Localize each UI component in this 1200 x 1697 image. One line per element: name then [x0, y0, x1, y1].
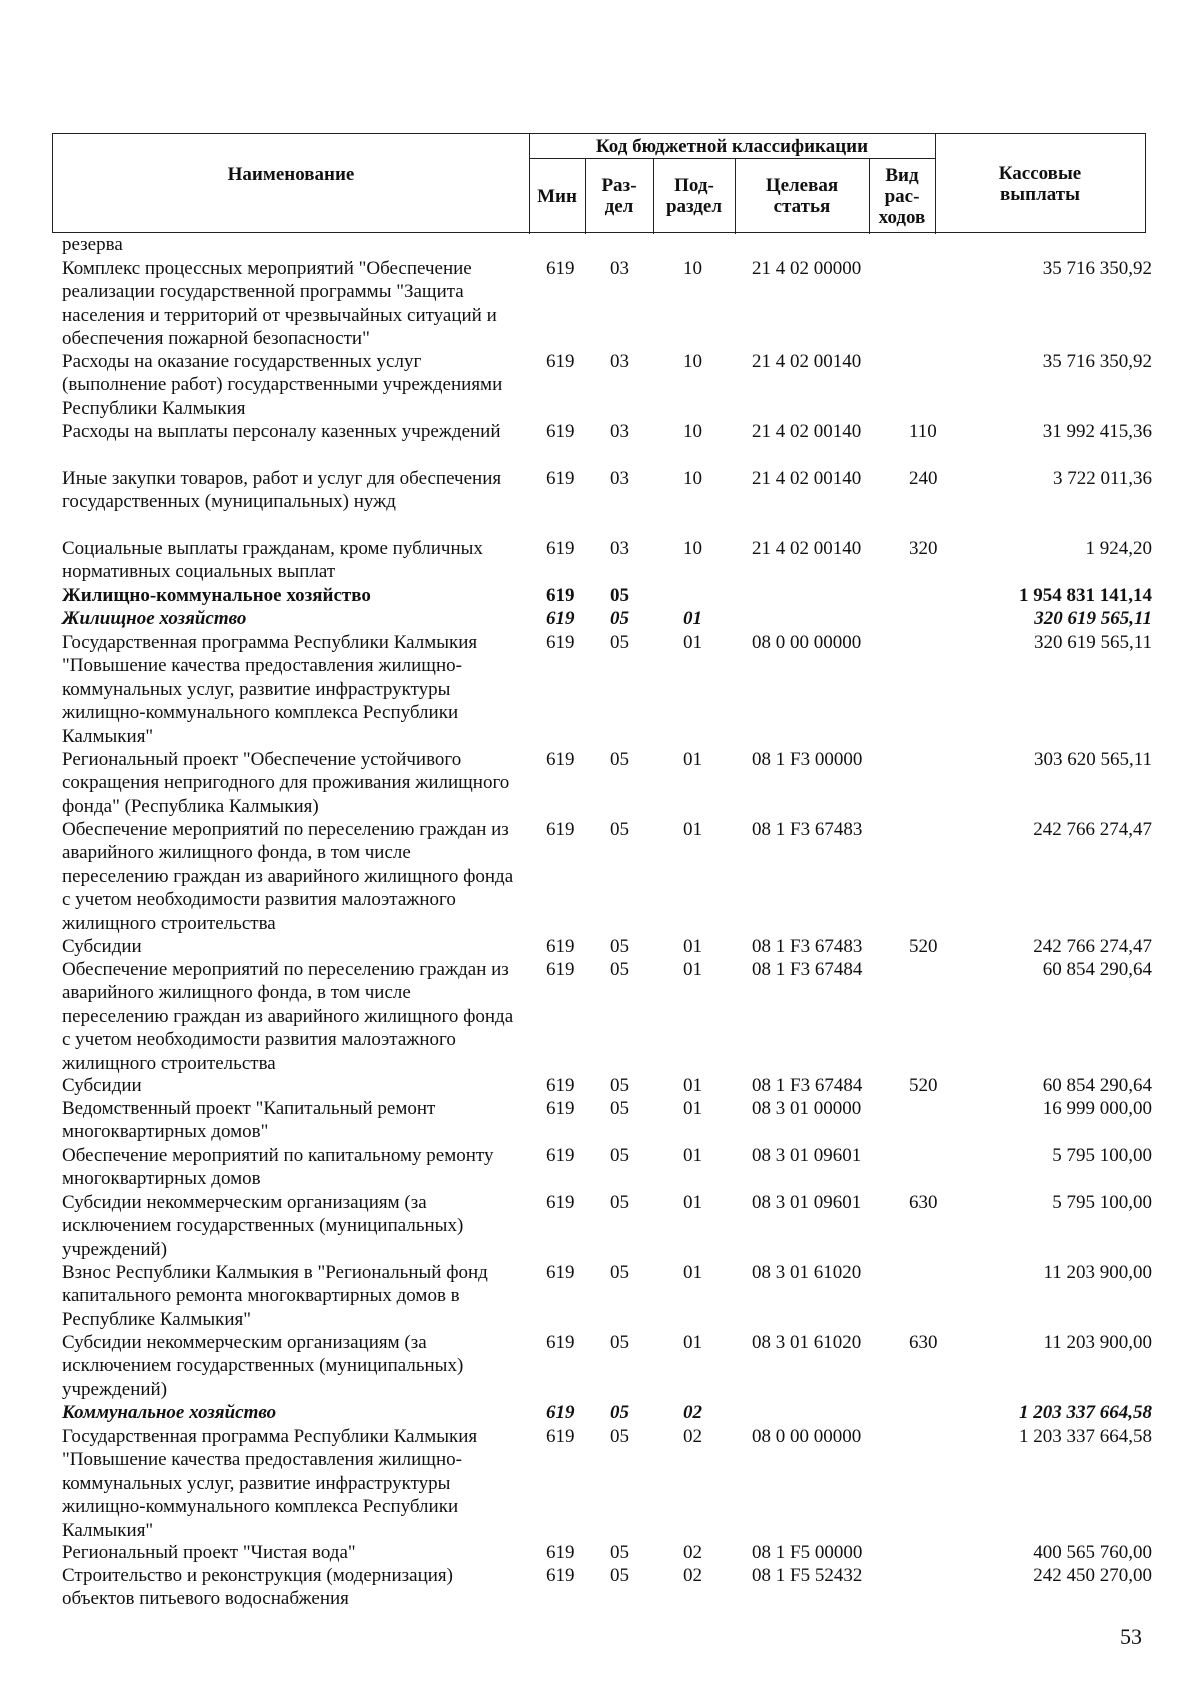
row-celevaya: 08 1 F5 52432 — [752, 1565, 863, 1586]
row-name: Субсидии некоммерческим организациям (за исключением государственных (муниципальных) учреждений) — [62, 1192, 464, 1260]
row-min: 619 — [546, 959, 575, 980]
header-code-group: Код бюджетной классификации — [595, 135, 869, 157]
row-podrazdel: 01 — [683, 1192, 702, 1213]
row-name: Расходы на оказание государственных услуг (выполнение работ) государственными учреждениями Республики Калмыкия — [62, 351, 503, 419]
row-podrazdel: 02 — [683, 1402, 702, 1423]
row-vid: 520 — [909, 936, 938, 957]
row-sum: 320 619 565,11 — [1034, 608, 1152, 629]
row-razdel: 05 — [610, 819, 629, 840]
row-razdel: 05 — [610, 749, 629, 770]
row-name: Взнос Республики Калмыкия в "Региональный фонд капитального ремонта многоквартирных домов в Республике Калмыкия" — [62, 1262, 488, 1330]
row-min: 619 — [546, 1075, 575, 1096]
row-min: 619 — [546, 608, 575, 629]
row-sum: 5 795 100,00 — [1052, 1145, 1152, 1166]
row-celevaya: 08 3 01 61020 — [752, 1332, 862, 1353]
row-name: Субсидии — [62, 936, 142, 957]
row-min: 619 — [546, 585, 575, 606]
row-sum: 60 854 290,64 — [1042, 1075, 1152, 1096]
row-name: Региональный проект "Обеспечение устойчивого сокращения непригодного для проживания жилищного фонда" (Республика Калмыкия) — [62, 749, 510, 817]
row-name: Строительство и реконструкция (модернизация) объектов питьевого водоснабжения — [62, 1565, 453, 1610]
row-sum: 35 716 350,92 — [1042, 351, 1152, 372]
row-celevaya: 21 4 02 00140 — [752, 351, 862, 372]
row-podrazdel: 10 — [683, 258, 702, 279]
row-name: Расходы на выплаты персоналу казенных учреждений — [62, 421, 501, 442]
row-vid: 520 — [909, 1075, 938, 1096]
row-razdel: 03 — [610, 258, 629, 279]
row-razdel: 05 — [610, 936, 629, 957]
row-min: 619 — [546, 632, 575, 653]
row-razdel: 03 — [610, 468, 629, 489]
row-podrazdel: 01 — [683, 819, 702, 840]
row-sum: 11 203 900,00 — [1043, 1262, 1152, 1283]
row-podrazdel: 01 — [683, 959, 702, 980]
row-min: 619 — [546, 1402, 575, 1423]
header-vid: Вид рас- ходов — [878, 164, 926, 228]
row-celevaya: 21 4 02 00140 — [752, 538, 862, 559]
row-name: Коммунальное хозяйство — [62, 1402, 277, 1423]
row-razdel: 03 — [610, 421, 629, 442]
row-razdel: 05 — [610, 959, 629, 980]
row-celevaya: 08 1 F3 00000 — [752, 749, 863, 770]
row-celevaya: 21 4 02 00140 — [752, 468, 862, 489]
row-podrazdel: 10 — [683, 351, 702, 372]
row-min: 619 — [546, 936, 575, 957]
row-min: 619 — [546, 1145, 575, 1166]
row-podrazdel: 10 — [683, 538, 702, 559]
row-razdel: 05 — [610, 608, 629, 629]
row-podrazdel: 01 — [683, 1332, 702, 1353]
row-min: 619 — [546, 1332, 575, 1353]
row-sum: 242 766 274,47 — [1033, 819, 1152, 840]
row-name: Государственная программа Республики Калмыкия "Повышение качества предоставления жилищно-коммунальных услуг, развитие инфраструктуры жилищно-коммунального комплекса Республики Калмыкия" — [62, 1426, 478, 1541]
row-razdel: 03 — [610, 351, 629, 372]
row-podrazdel: 01 — [683, 632, 702, 653]
row-vid: 630 — [909, 1192, 938, 1213]
row-name: Субсидии — [62, 1075, 142, 1096]
row-min: 619 — [546, 421, 575, 442]
row-celevaya: 08 3 01 09601 — [752, 1145, 862, 1166]
header-min: Мин — [537, 185, 577, 207]
row-name: Иные закупки товаров, работ и услуг для обеспечения государственных (муниципальных) нужд — [62, 468, 502, 513]
page-number: 53 — [1120, 1624, 1142, 1649]
row-podrazdel: 01 — [683, 1145, 702, 1166]
row-vid: 320 — [909, 538, 938, 559]
row-min: 619 — [546, 1098, 575, 1119]
row-sum: 60 854 290,64 — [1042, 959, 1152, 980]
row-razdel: 05 — [610, 1426, 629, 1447]
row-sum: 11 203 900,00 — [1043, 1332, 1152, 1353]
row-razdel: 05 — [610, 1542, 629, 1563]
row-name: резерва — [62, 234, 123, 255]
row-name: Социальные выплаты гражданам, кроме публичных нормативных социальных выплат — [62, 538, 483, 583]
row-razdel: 05 — [610, 632, 629, 653]
row-name: Обеспечение мероприятий по переселению граждан из аварийного жилищного фонда, в том числе переселению граждан из аварийного жилищного фонда с учетом необходимости развития малоэтажного жилищного строительства — [62, 959, 514, 1074]
row-celevaya: 08 1 F3 67483 — [752, 936, 863, 957]
row-sum: 1 954 831 141,14 — [1019, 585, 1152, 606]
row-razdel: 05 — [610, 1098, 629, 1119]
row-razdel: 05 — [610, 585, 629, 606]
row-min: 619 — [546, 1192, 575, 1213]
row-podrazdel: 10 — [683, 468, 702, 489]
row-razdel: 05 — [610, 1075, 629, 1096]
row-vid: 110 — [909, 421, 937, 442]
row-name: Жилищно-коммунальное хозяйство — [62, 585, 371, 606]
row-podrazdel: 01 — [683, 936, 702, 957]
row-min: 619 — [546, 1565, 575, 1586]
row-sum: 31 992 415,36 — [1042, 421, 1152, 442]
row-name: Региональный проект "Чистая вода" — [62, 1542, 356, 1563]
row-celevaya: 08 1 F3 67484 — [752, 959, 863, 980]
header-celevaya: Целевая статья — [765, 175, 839, 217]
row-name: Обеспечение мероприятий по переселению граждан из аварийного жилищного фонда, в том числе переселению граждан из аварийного жилищного фонда с учетом необходимости развития малоэтажного жилищного строительства — [62, 819, 514, 934]
header-kassa: Кассовые выплаты — [998, 163, 1082, 205]
row-sum: 3 722 011,36 — [1052, 468, 1152, 489]
row-min: 619 — [546, 1262, 575, 1283]
row-name: Жилищное хозяйство — [62, 608, 247, 629]
row-celevaya: 21 4 02 00000 — [752, 258, 862, 279]
row-min: 619 — [546, 1426, 575, 1447]
row-podrazdel: 02 — [683, 1565, 702, 1586]
row-name: Обеспечение мероприятий по капитальному ремонту многоквартирных домов — [62, 1145, 494, 1190]
row-sum: 1 203 337 664,58 — [1019, 1402, 1152, 1423]
row-podrazdel: 02 — [683, 1426, 702, 1447]
header-podrazdel: Под- раздел — [665, 175, 723, 217]
row-celevaya: 21 4 02 00140 — [752, 421, 862, 442]
row-min: 619 — [546, 819, 575, 840]
row-podrazdel: 01 — [683, 608, 702, 629]
row-podrazdel: 01 — [683, 1262, 702, 1283]
header-razdel: Раз- дел — [601, 175, 637, 217]
row-podrazdel: 01 — [683, 749, 702, 770]
row-sum: 242 450 270,00 — [1033, 1565, 1152, 1586]
row-vid: 240 — [909, 468, 938, 489]
row-sum: 320 619 565,11 — [1033, 632, 1152, 653]
row-celevaya: 08 3 01 09601 — [752, 1192, 862, 1213]
row-razdel: 05 — [610, 1262, 629, 1283]
row-sum: 35 716 350,92 — [1042, 258, 1152, 279]
row-razdel: 05 — [610, 1565, 629, 1586]
row-celevaya: 08 1 F3 67483 — [752, 819, 863, 840]
row-min: 619 — [546, 538, 575, 559]
row-razdel: 03 — [610, 538, 629, 559]
row-celevaya: 08 3 01 00000 — [752, 1098, 862, 1119]
row-sum: 1 924,20 — [1085, 538, 1152, 559]
row-sum: 16 999 000,00 — [1042, 1098, 1152, 1119]
row-podrazdel: 01 — [683, 1075, 702, 1096]
row-podrazdel: 01 — [683, 1098, 702, 1119]
row-razdel: 05 — [610, 1145, 629, 1166]
row-name: Субсидии некоммерческим организациям (за исключением государственных (муниципальных) учреждений) — [62, 1332, 464, 1400]
row-podrazdel: 02 — [683, 1542, 702, 1563]
row-celevaya: 08 1 F3 67484 — [752, 1075, 863, 1096]
row-name: Комплекс процессных мероприятий "Обеспечение реализации государственной программы "Защита населения и территорий от чрезвычайных ситуаций и обеспечения пожарной безопасности" — [62, 258, 497, 350]
table-header — [52, 133, 1146, 233]
row-min: 619 — [546, 258, 575, 279]
row-sum: 5 795 100,00 — [1052, 1192, 1152, 1213]
row-name: Государственная программа Республики Калмыкия "Повышение качества предоставления жилищно-коммунальных услуг, развитие инфраструктуры жилищно-коммунального комплекса Республики Калмыкия" — [62, 632, 478, 747]
row-razdel: 05 — [610, 1332, 629, 1353]
row-vid: 630 — [909, 1332, 938, 1353]
row-sum: 400 565 760,00 — [1033, 1542, 1152, 1563]
row-name: Ведомственный проект "Капитальный ремонт многоквартирных домов" — [62, 1098, 436, 1143]
row-min: 619 — [546, 468, 575, 489]
row-min: 619 — [546, 749, 575, 770]
row-celevaya: 08 0 00 00000 — [752, 632, 862, 653]
row-sum: 303 620 565,11 — [1033, 749, 1152, 770]
row-min: 619 — [546, 351, 575, 372]
row-celevaya: 08 3 01 61020 — [752, 1262, 862, 1283]
header-name: Наименование — [227, 163, 355, 185]
row-razdel: 05 — [610, 1192, 629, 1213]
row-celevaya: 08 0 00 00000 — [752, 1426, 862, 1447]
row-sum: 242 766 274,47 — [1033, 936, 1152, 957]
row-razdel: 05 — [610, 1402, 629, 1423]
row-podrazdel: 10 — [683, 421, 702, 442]
row-celevaya: 08 1 F5 00000 — [752, 1542, 863, 1563]
row-sum: 1 203 337 664,58 — [1019, 1426, 1152, 1447]
row-min: 619 — [546, 1542, 575, 1563]
